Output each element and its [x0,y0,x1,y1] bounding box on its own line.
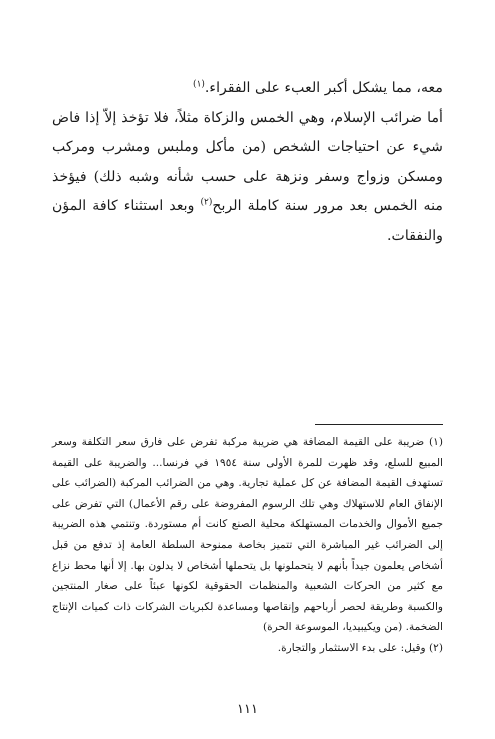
footnote-2: (٢) وقيل: على بدء الاستثمار والتجارة. [277,641,443,654]
main-text [52,74,443,251]
paragraph-2-text-b: وبعد استثناء كافة المؤن والنفقات. [52,198,443,244]
paragraph-1-text: معه، مما يشكل أكبر العبء على الفقراء. [204,80,443,96]
paragraph-1 [52,74,443,104]
footnote-separator [315,424,443,425]
footnotes [52,432,443,659]
footnote-1: (١) ضريبة على القيمة المضافة هي ضريبة مركبة تفرض على فارق سعر التكلفة وسعر المبيع للسلع، وقد ظهرت للمرة الأولى سنة ١٩٥٤ في فرنسا... والضريبة على القيمة تستهدف القيمة المضافة عن كل عملية تجارية. وهي من الضرائب المركبة (الضرائب على الإنفاق العام للاستهلاك وهي تلك الرسوم المفروضة على رقم الأعمال) التي تفرض على جميع الأموال والخدمات المستهلكة محلية الصنع كانت أم مستوردة. وتنتمي هذه الضريبة إلى الضرائب غير المباشرة التي تتميز بخاصة ممنوحة السلطة العامة إذ تدفع من قبل أشخاص يعلمون جيداً بأنهم لا يتحملونها بل يتحملها أشخاص لا يدلون بها. إلا أنها محط نزاع مع كثير من الحركات الشعبية والمنظمات الحقوقية لكونها عبئاً على صغار المنتجين والكسبة وطريقة لحصر أرباحهم وإنقاصها ومساعدة لكبريات الشركات ذات كميات الإنتاج الضخمة. (من ويكيبيديا، الموسوعة الحرة) [52,436,444,634]
page-number: ١١١ [237,702,258,717]
footnote-ref-2: (٢) [200,197,213,208]
paragraph-2 [52,104,443,252]
footnote-ref-1: (١) [193,79,205,90]
paragraph-2-text-a: أما ضرائب الإسلام، وهي الخمس والزكاة مثلاً، فلا تؤخذ إلاّ إذا فاض شيء عن احتياجات الشخص (من مأكل وملبس ومشرب ومركب ومسكن وزواج وسفر ونزهة على حسب شأنه وشبه ذلك) فيؤخذ منه الخمس بعد مرور سنة كاملة الربح [52,109,443,214]
